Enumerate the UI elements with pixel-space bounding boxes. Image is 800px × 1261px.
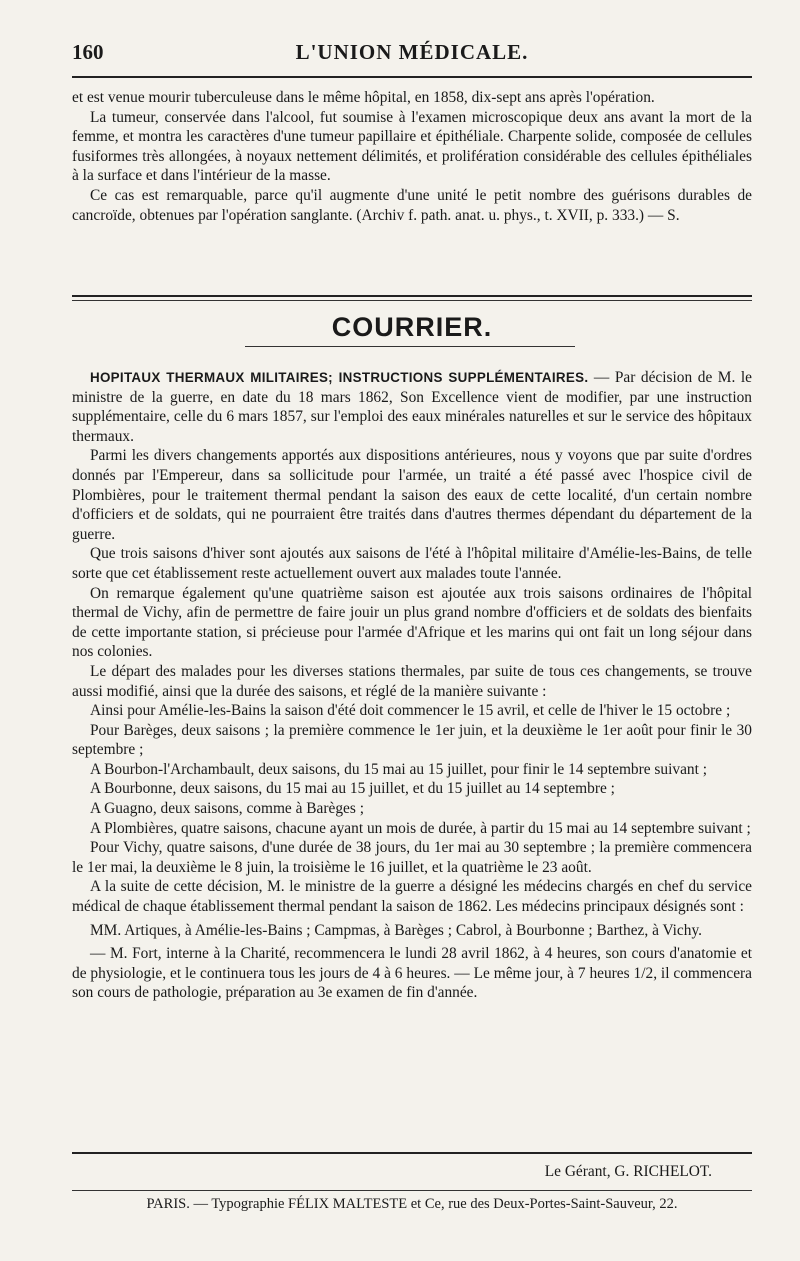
paragraph: La tumeur, conservée dans l'alcool, fut soumise à l'examen microscopique deux ans avant la mort de la femme, et montra les caractères d'une tumeur papillaire et épithéliale. Charpente solide, composée de cellules fusiformes très allongées, à noyaux nettement délimités, et prolifération considérable des cellules épithéliales à la surface et dans l'intérieur de la masse. [72,108,752,185]
paragraph: Parmi les divers changements apportés aux dispositions antérieures, nous y voyons que par suite d'ordres donnés par l'Empereur, dans sa sollicitude pour l'armée, un traité a été passé avec l'hospice civil de Plombières, pour le traitement thermal pendant la saison des eaux de cette localité, d'un certain nombre d'officiers et de soldats, qui ne pourraient être traités dans d'autres thermes dépendant du département de la guerre. [72,447,752,543]
paragraph: Pour Vichy, quatre saisons, d'une durée de 38 jours, du 1er mai au 30 septembre ; la première commencera le 1er mai, la deuxième le 8 juin, la troisième le 16 juillet, et la quatrième le 23 août. [72,839,752,876]
rubric-text: — Par décision de M. le ministre de la guerre, en date du 18 mars 1862, Son Excellence vient de modifier, par une instruction supplémentaire, celle du 6 mars 1857, sur l'emploi des eaux minérales naturelles et sur le service des hôpitaux thermaux. [72,369,752,445]
paragraph: A Plombières, quatre saisons, chacune ayant un mois de durée, à partir du 15 mai au 14 septembre suivant ; [90,819,751,837]
section-title: COURRIER. [331,312,493,342]
paragraph: Que trois saisons d'hiver sont ajoutés aux saisons de l'été à l'hôpital militaire d'Amélie-les-Bains, de telle sorte que cet établissement reste actuellement ouvert aux malades toute l'année. [72,545,752,582]
paragraph: Pour Barèges, deux saisons ; la première commence le 1er juin, et la deuxième le 1er août pour finir le 30 septembre ; [72,721,752,759]
header-rule [72,76,752,78]
paragraph: — M. Fort, interne à la Charité, recommencera le lundi 28 avril 1862, à 4 heures, son cours d'anatomie et de physiologie, et le continuera tous les jours de 4 à 6 heures. — Le même jour, à 7 heures 1/2, il commencera son cours de pathologie, préparation au 3e examen de fin d'année. [72,945,752,1002]
paragraph: A Guagno, deux saisons, comme à Barèges ; [90,800,364,818]
paragraph: A Bourbonne, deux saisons, du 15 mai au 15 juillet, et du 15 juillet au 14 septembre ; [90,780,615,798]
paragraph: A la suite de cette décision, M. le ministre de la guerre a désigné les médecins chargés en chef du service médical de chaque établissement thermal pendant la saison de 1862. Les médecins principaux désignés sont : [72,878,752,916]
paragraph: Ainsi pour Amélie-les-Bains la saison d'été doit commencer le 15 avril, et celle de l'hiver le 15 octobre ; [90,702,731,720]
rubric-paragraph [72,368,752,446]
section-divider-top [72,295,752,297]
rubric-heading: HOPITAUX THERMAUX MILITAIRES; INSTRUCTIONS SUPPLÉMENTAIRES. [90,370,589,385]
printer-imprint: PARIS. — Typographie FÉLIX MALTESTE et Ce, rue des Deux-Portes-Saint-Sauveur, 22. [146,1196,678,1212]
section-divider-bottom [72,300,752,301]
paragraph: A Bourbon-l'Archambault, deux saisons, du 15 mai au 15 juillet, pour finir le 14 septembre suivant ; [90,760,708,778]
footer-rule-top [72,1152,752,1154]
page-number: 160 [72,40,104,64]
article-continuation [72,88,752,225]
page-header [72,40,752,70]
paragraph: Le départ des malades pour les diverses stations thermales, par suite de tous ces changements, se trouve aussi modifié, ainsi que la durée des saisons, et réglé de la manière suivante : [72,662,752,700]
paragraph: MM. Artiques, à Amélie-les-Bains ; Campmas, à Barèges ; Cabrol, à Bourbonne ; Barthez, à Vichy. [90,921,703,939]
courrier-body [72,368,752,1003]
paragraph: Ce cas est remarquable, parce qu'il augmente d'une unité le petit nombre des guérisons durables de cancroïde, obtenues par l'opération sanglante. (Archiv f. path. anat. u. phys., t. XVII, p. 333.) — S. [72,186,752,224]
signature: Le Gérant, G. RICHELOT. [544,1163,712,1180]
footer-rule-bottom [72,1190,752,1191]
paragraph: On remarque également qu'une quatrième saison est ajoutée aux trois saisons ordinaires de l'hôpital thermal de Vichy, afin de permettre de faire jouir un plus grand nombre d'officiers et de soldats des bienfaits de cette importante station, si précieuse pour l'armée d'Afrique et les marins qui ont fait un long séjour dans nos colonies. [72,584,752,661]
running-title: L'UNION MÉDICALE. [295,40,529,64]
paragraph: et est venue mourir tuberculeuse dans le même hôpital, en 1858, dix-sept ans après l'opération. [72,89,655,106]
section-title-underline [245,346,575,347]
